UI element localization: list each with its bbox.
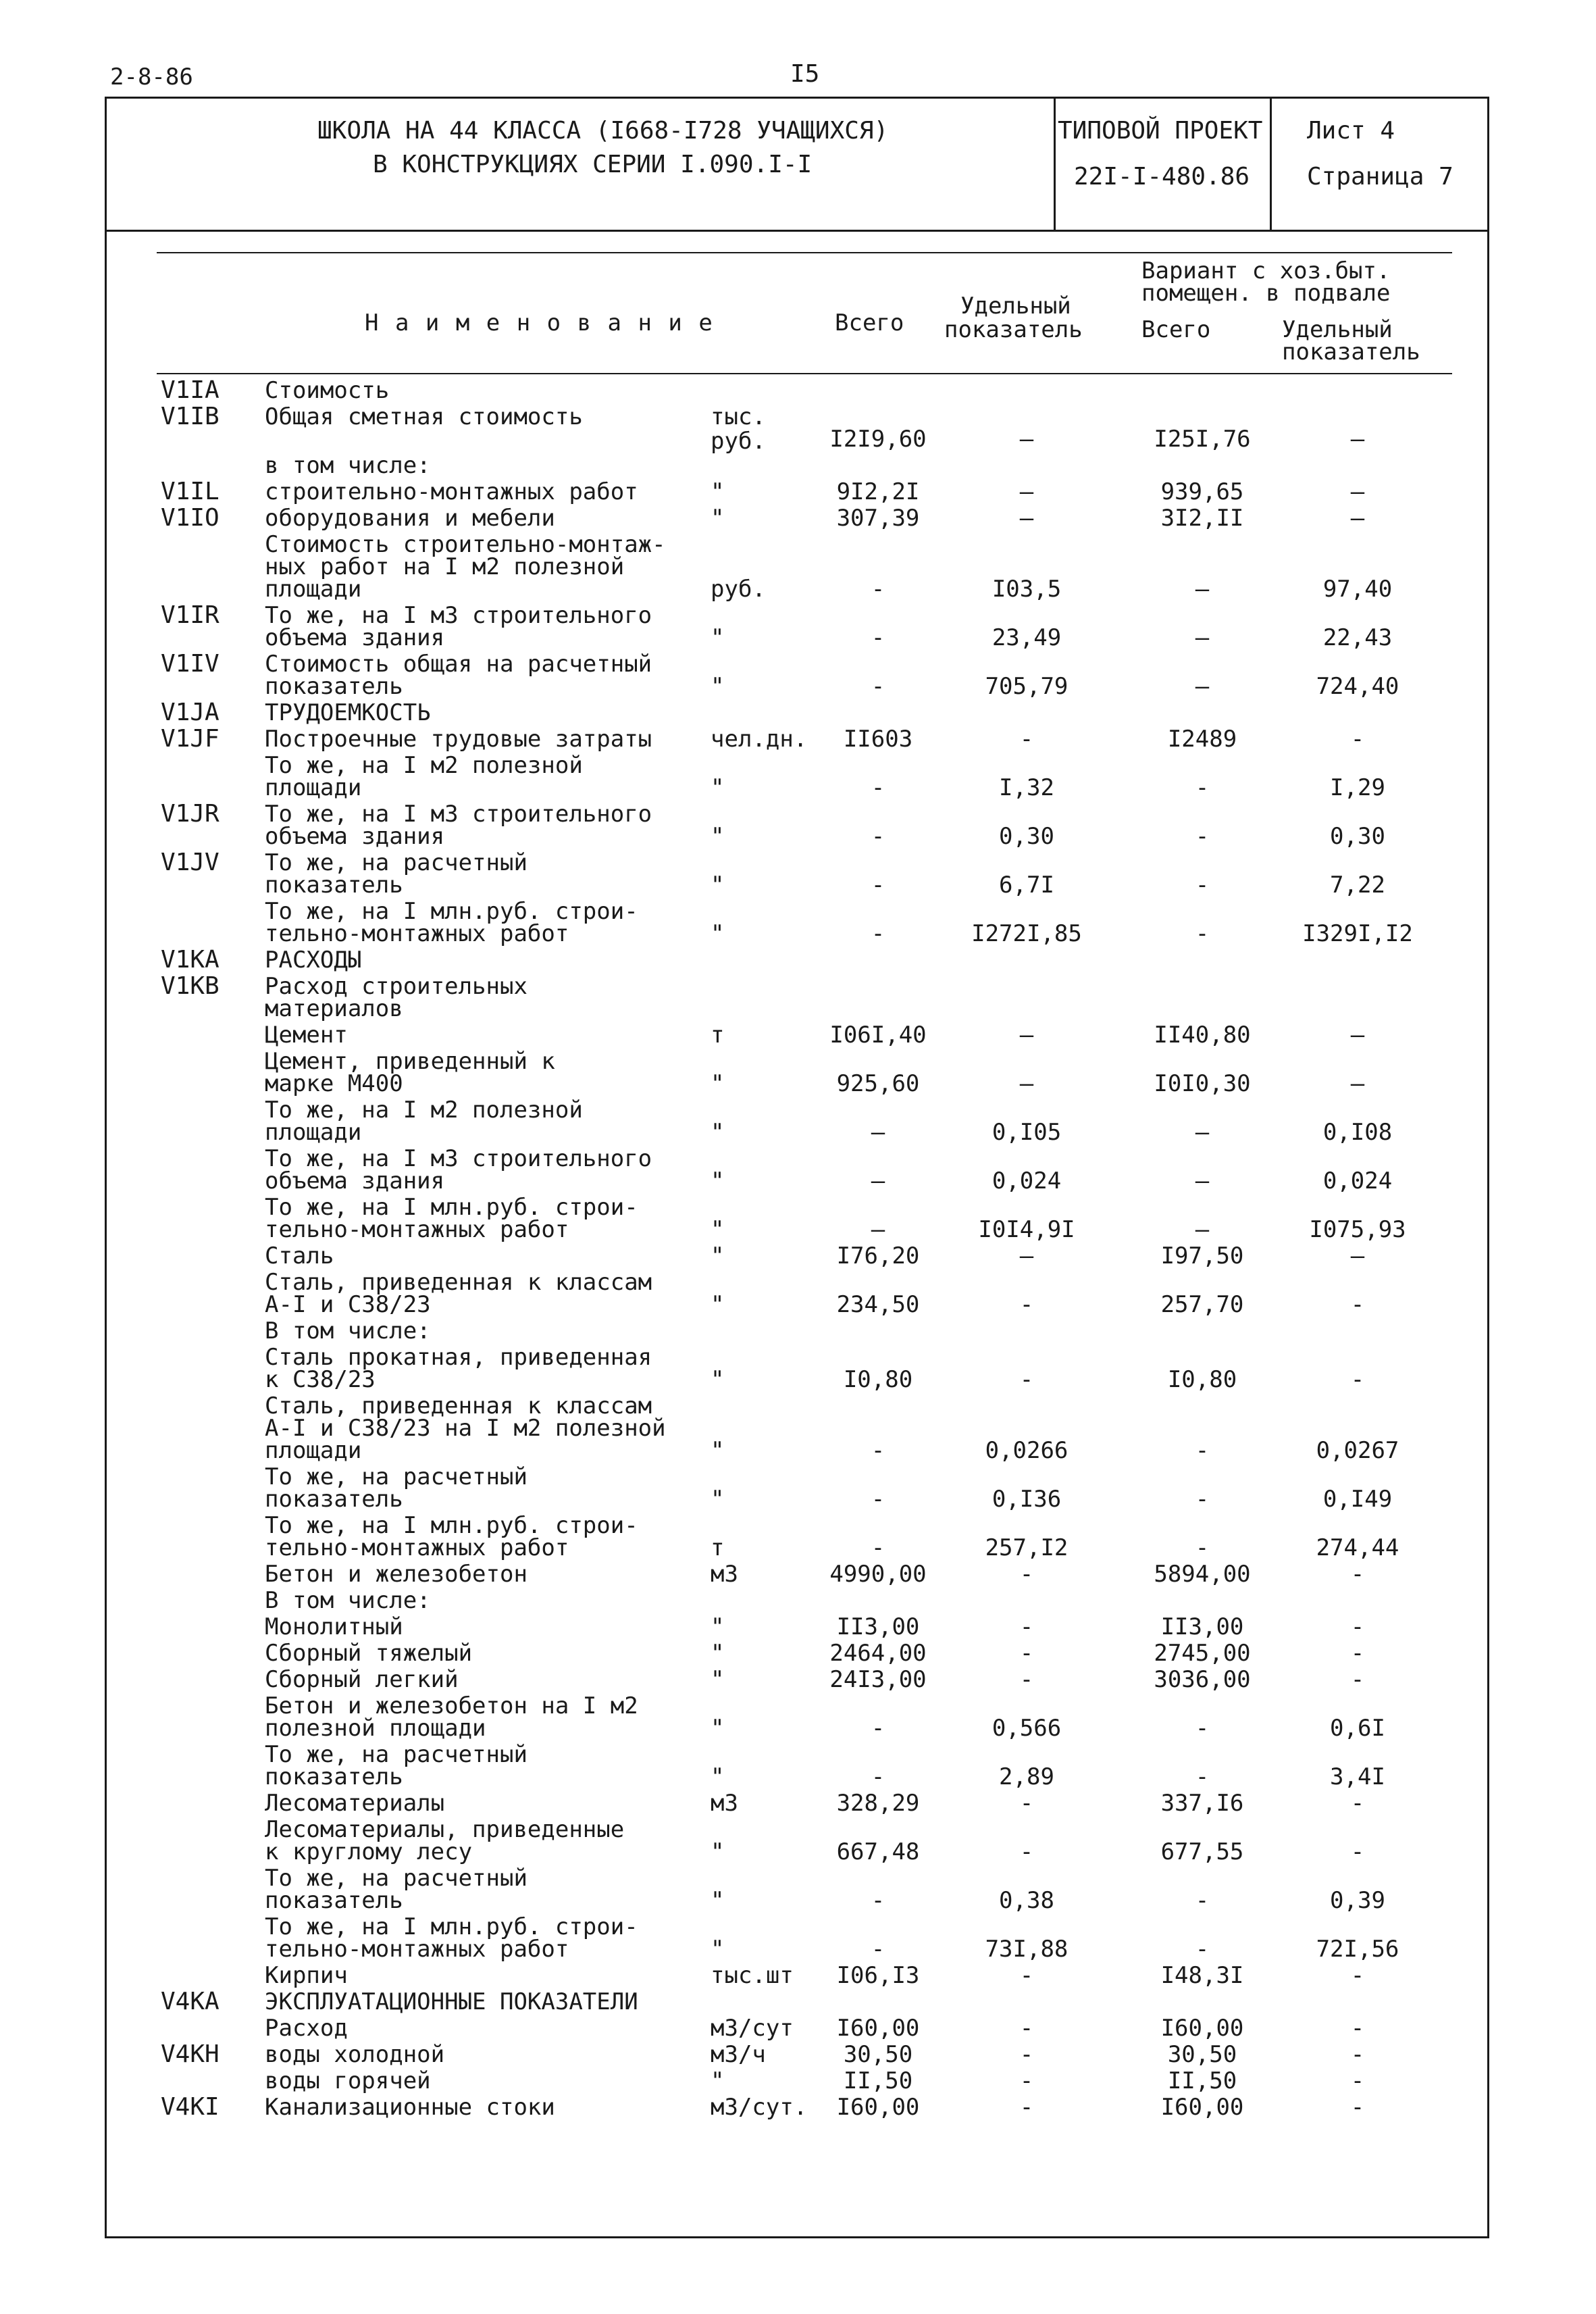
row-variant-total: — <box>1195 576 1210 603</box>
row-variant-total: - <box>1195 872 1210 899</box>
row-name-line: показатель <box>265 872 403 899</box>
row-total: 667,48 <box>836 1838 920 1865</box>
row-name-line: Монолитный <box>265 1613 403 1640</box>
row-specific: 705,79 <box>985 673 1069 700</box>
title-line-2: В КОНСТРУКЦИЯХ СЕРИИ I.090.I-I <box>373 151 813 178</box>
row-name-line: Расход <box>265 2015 348 2042</box>
sheet-number: Лист 4 <box>1307 117 1395 145</box>
row-total: 234,50 <box>836 1291 920 1318</box>
row-variant-specific: I,29 <box>1330 774 1385 801</box>
row-variant-total: - <box>1195 1936 1210 1963</box>
row-variant-specific: 0,I08 <box>1322 1119 1393 1146</box>
row-specific: - <box>1019 1561 1034 1588</box>
row-total: - <box>871 872 885 899</box>
row-name-line: Сборный легкий <box>265 1666 459 1693</box>
row-total: - <box>871 823 885 850</box>
row-name-line: строительно-монтажных работ <box>265 478 638 505</box>
row-variant-total: — <box>1195 624 1210 651</box>
row-variant-total: — <box>1195 1216 1210 1243</box>
row-name-line: То же, на I м2 полезной <box>265 1097 583 1124</box>
row-total: II,50 <box>843 2067 913 2094</box>
row-name-line: То же, на расчетный <box>265 1463 527 1490</box>
row-specific: 0,566 <box>992 1715 1062 1742</box>
table-top-rule <box>157 252 1452 253</box>
row-name-line: Стоимость строительно-монтаж- <box>265 531 666 558</box>
row-name-line: объема здания <box>265 1167 445 1194</box>
row-code: V1KB <box>161 972 220 1000</box>
row-name-line: к круглому лесу <box>265 1838 473 1865</box>
variant-specific-header-1: Удельный <box>1282 316 1393 343</box>
row-code: V1IA <box>161 376 220 404</box>
row-total: I06I,40 <box>829 1022 927 1049</box>
row-total: - <box>871 1887 885 1914</box>
row-total: I06,I3 <box>836 1962 920 1989</box>
row-specific: 2,89 <box>999 1763 1054 1790</box>
row-variant-specific: - <box>1350 1640 1365 1667</box>
row-specific: - <box>1019 1366 1034 1393</box>
row-variant-specific: - <box>1350 2015 1365 2042</box>
row-variant-total: II40,80 <box>1154 1022 1251 1049</box>
row-total: - <box>871 1486 885 1513</box>
row-total: 9I2,2I <box>836 478 920 505</box>
row-name-line: объема здания <box>265 624 445 651</box>
row-variant-specific: — <box>1350 478 1365 505</box>
variant-header-2: помещен. в подвале <box>1141 280 1391 307</box>
row-code: V1IR <box>161 601 220 629</box>
row-name-line: полезной площади <box>265 1715 486 1742</box>
row-unit: " <box>711 1291 725 1318</box>
row-unit: " <box>711 823 725 850</box>
row-variant-specific: - <box>1350 1962 1365 1989</box>
row-name-line: То же, на I млн.руб. строи- <box>265 898 638 925</box>
table-header-rule <box>157 373 1452 374</box>
row-total: 4990,00 <box>829 1561 927 1588</box>
row-name-line: показатель <box>265 1486 403 1513</box>
document-code: 2-8-86 <box>110 64 193 91</box>
row-unit: м3/сут. <box>711 2094 808 2121</box>
row-total: 925,60 <box>836 1070 920 1097</box>
row-total: - <box>871 774 885 801</box>
row-code: V1JR <box>161 800 220 828</box>
row-specific: - <box>1019 2041 1034 2068</box>
row-name-line: Кирпич <box>265 1962 348 1989</box>
row-unit: " <box>711 1070 725 1097</box>
row-variant-specific: - <box>1350 2041 1365 2068</box>
row-code: V1IV <box>161 650 220 678</box>
row-specific: 257,I2 <box>985 1534 1069 1561</box>
row-variant-total: - <box>1195 1715 1210 1742</box>
row-unit: " <box>711 1119 725 1146</box>
row-name-line: То же, на I м3 строительного <box>265 801 652 828</box>
row-code: V4KI <box>161 2093 220 2121</box>
row-name-line: воды холодной <box>265 2041 445 2068</box>
row-unit: " <box>711 673 725 700</box>
title-block-bottom-rule <box>105 230 1489 232</box>
row-total: - <box>871 1715 885 1742</box>
row-variant-total: — <box>1195 1167 1210 1194</box>
row-variant-total: I2489 <box>1167 726 1237 753</box>
row-name-line: То же, на расчетный <box>265 1741 527 1768</box>
row-unit: " <box>711 920 725 947</box>
row-unit: м3/сут <box>711 2015 794 2042</box>
row-specific: 0,I36 <box>992 1486 1062 1513</box>
row-total: II603 <box>843 726 913 753</box>
row-variant-total: 30,50 <box>1167 2041 1237 2068</box>
row-variant-total: I60,00 <box>1160 2094 1244 2121</box>
row-specific: - <box>1019 726 1034 753</box>
row-code: V1KA <box>161 946 220 974</box>
row-total: - <box>871 624 885 651</box>
row-variant-specific: - <box>1350 1790 1365 1817</box>
row-name-line: То же, на I м2 полезной <box>265 752 583 779</box>
row-code: V1JF <box>161 725 220 753</box>
row-specific: — <box>1019 426 1034 453</box>
row-specific: 0,024 <box>992 1167 1062 1194</box>
row-unit: " <box>711 1167 725 1194</box>
row-variant-total: I60,00 <box>1160 2015 1244 2042</box>
row-unit: т <box>711 1022 725 1049</box>
row-code: V1IO <box>161 504 220 532</box>
row-name-line: Цемент, приведенный к <box>265 1048 555 1075</box>
row-variant-total: I97,50 <box>1160 1242 1244 1269</box>
row-variant-specific: I075,93 <box>1309 1216 1406 1243</box>
row-variant-total: — <box>1195 673 1210 700</box>
row-unit: тыс. руб. <box>711 403 766 455</box>
row-name-line: воды горячей <box>265 2067 431 2094</box>
row-name-line: показатель <box>265 673 403 700</box>
variant-specific-header-2: показатель <box>1282 338 1420 366</box>
row-variant-total: 257,70 <box>1160 1291 1244 1318</box>
row-variant-specific: 0,6I <box>1330 1715 1385 1742</box>
row-name-line: То же, на I млн.руб. строи- <box>265 1194 638 1221</box>
row-name-line: тельно-монтажных работ <box>265 1534 569 1561</box>
row-specific: 0,30 <box>999 823 1054 850</box>
row-unit: чел.дн. <box>711 726 808 753</box>
row-name-line: То же, на I м3 строительного <box>265 1145 652 1172</box>
row-variant-specific: - <box>1350 1838 1365 1865</box>
row-name-line: площади <box>265 576 362 603</box>
row-variant-specific: - <box>1350 1291 1365 1318</box>
row-total: 328,29 <box>836 1790 920 1817</box>
row-unit: " <box>711 1486 725 1513</box>
row-name-line: Сборный тяжелый <box>265 1640 473 1667</box>
row-name-line: ных работ на I м2 полезной <box>265 553 625 580</box>
row-total: I2I9,60 <box>829 426 927 453</box>
row-name-line: То же, на расчетный <box>265 1865 527 1892</box>
row-unit: т <box>711 1534 725 1561</box>
row-variant-specific: 0,I49 <box>1322 1486 1393 1513</box>
row-specific: - <box>1019 1666 1034 1693</box>
row-name-line: площади <box>265 774 362 801</box>
row-total: - <box>871 1534 885 1561</box>
row-variant-total: - <box>1195 1534 1210 1561</box>
row-name-line: площади <box>265 1119 362 1146</box>
row-total: 30,50 <box>843 2041 913 2068</box>
row-total: I76,20 <box>836 1242 920 1269</box>
row-variant-total: — <box>1195 1119 1210 1146</box>
row-variant-total: I0,80 <box>1167 1366 1237 1393</box>
row-variant-specific: 7,22 <box>1330 872 1385 899</box>
row-variant-specific: 22,43 <box>1322 624 1393 651</box>
row-name-line: материалов <box>265 995 403 1022</box>
row-variant-specific: — <box>1350 505 1365 532</box>
row-total: - <box>871 576 885 603</box>
row-specific: - <box>1019 2067 1034 2094</box>
row-variant-specific: 724,40 <box>1316 673 1399 700</box>
row-unit: " <box>711 1242 725 1269</box>
row-name-line: А-I и С38/23 на I м2 полезной <box>265 1415 666 1442</box>
row-specific: — <box>1019 1242 1034 1269</box>
row-total: 2464,00 <box>829 1640 927 1667</box>
row-name-line: марке М400 <box>265 1070 403 1097</box>
page-label: Страница 7 <box>1307 163 1453 191</box>
variant-total-header: Всего <box>1141 316 1211 343</box>
row-variant-specific: - <box>1350 1666 1365 1693</box>
row-variant-specific: 0,39 <box>1330 1887 1385 1914</box>
row-variant-specific: — <box>1350 1022 1365 1049</box>
row-variant-specific: 0,0267 <box>1316 1437 1399 1464</box>
row-total: - <box>871 1437 885 1464</box>
row-code: V1JA <box>161 699 220 726</box>
row-specific: 6,7I <box>999 872 1054 899</box>
row-specific: - <box>1019 1838 1034 1865</box>
column-specific-header-2: показатель <box>944 316 1083 343</box>
project-label: ТИПОВОЙ ПРОЕКТ <box>1058 117 1263 145</box>
row-total: I0,80 <box>843 1366 913 1393</box>
row-unit: " <box>711 872 725 899</box>
title-divider-1 <box>1054 97 1056 232</box>
row-variant-total: 2745,00 <box>1154 1640 1251 1667</box>
row-code: V1IL <box>161 478 220 505</box>
row-variant-specific: - <box>1350 1366 1365 1393</box>
row-variant-total: - <box>1195 1763 1210 1790</box>
row-variant-specific: - <box>1350 2094 1365 2121</box>
row-unit: " <box>711 1216 725 1243</box>
row-name-line: ЭКСПЛУАТАЦИОННЫЕ ПОКАЗАТЕЛИ <box>265 1988 638 2015</box>
row-unit: " <box>711 1437 725 1464</box>
row-total: - <box>871 1763 885 1790</box>
row-specific: 0,38 <box>999 1887 1054 1914</box>
row-variant-specific: 0,024 <box>1322 1167 1393 1194</box>
row-name-line: ТРУДОЕМКОСТЬ <box>265 699 431 726</box>
row-variant-specific: - <box>1350 2067 1365 2094</box>
row-variant-specific: 0,30 <box>1330 823 1385 850</box>
row-name-line: Бетон и железобетон на I м2 <box>265 1692 638 1719</box>
row-name-line: Лесоматериалы <box>265 1790 445 1817</box>
row-specific: - <box>1019 2015 1034 2042</box>
row-total: - <box>871 1936 885 1963</box>
row-specific: I272I,85 <box>971 920 1082 947</box>
row-unit: " <box>711 774 725 801</box>
row-name-line: к С38/23 <box>265 1366 376 1393</box>
row-total: — <box>871 1119 885 1146</box>
row-variant-total: I48,3I <box>1160 1962 1244 1989</box>
row-total: — <box>871 1216 885 1243</box>
row-name-line: тельно-монтажных работ <box>265 920 569 947</box>
row-variant-total: 939,65 <box>1160 478 1244 505</box>
row-unit: " <box>711 2067 725 2094</box>
row-total: I60,00 <box>836 2094 920 2121</box>
row-variant-specific: - <box>1350 726 1365 753</box>
row-total: I60,00 <box>836 2015 920 2042</box>
row-specific: I,32 <box>999 774 1054 801</box>
row-variant-specific: — <box>1350 1070 1365 1097</box>
row-variant-total: - <box>1195 1437 1210 1464</box>
title-divider-2 <box>1270 97 1272 232</box>
row-variant-specific: — <box>1350 426 1365 453</box>
row-unit: " <box>711 1640 725 1667</box>
row-total: — <box>871 1167 885 1194</box>
title-line-1: ШКОЛА НА 44 КЛАССА (I668-I728 УЧАЩИХСЯ) <box>317 117 889 145</box>
row-code: V4KH <box>161 2040 220 2068</box>
row-name-line: Стоимость <box>265 377 390 404</box>
page-number: I5 <box>790 60 820 88</box>
row-name-line: Построечные трудовые затраты <box>265 726 652 753</box>
row-unit: м3 <box>711 1790 738 1817</box>
row-variant-total: 3I2,II <box>1160 505 1244 532</box>
row-total: 307,39 <box>836 505 920 532</box>
row-specific: - <box>1019 1291 1034 1318</box>
row-unit: " <box>711 1715 725 1742</box>
row-name-line: Цемент <box>265 1022 348 1049</box>
column-total-header: Всего <box>835 309 904 336</box>
row-total: - <box>871 673 885 700</box>
row-name-line: показатель <box>265 1887 403 1914</box>
row-variant-specific: I329I,I2 <box>1302 920 1413 947</box>
row-unit: м3/ч <box>711 2041 766 2068</box>
row-unit: " <box>711 1763 725 1790</box>
row-specific: — <box>1019 1022 1034 1049</box>
row-name-line: тельно-монтажных работ <box>265 1216 569 1243</box>
row-variant-total: 677,55 <box>1160 1838 1244 1865</box>
row-name-line: Стоимость общая на расчетный <box>265 651 652 678</box>
row-specific: - <box>1019 2094 1034 2121</box>
row-unit: " <box>711 1613 725 1640</box>
row-variant-total: - <box>1195 1486 1210 1513</box>
row-specific: 23,49 <box>992 624 1062 651</box>
row-specific: I0I4,9I <box>978 1216 1075 1243</box>
row-name-line: То же, на I м3 строительного <box>265 602 652 629</box>
row-specific: 73I,88 <box>985 1936 1069 1963</box>
row-code: V1JV <box>161 849 220 876</box>
row-unit: руб. <box>711 576 766 603</box>
row-variant-total: I0I0,30 <box>1154 1070 1251 1097</box>
row-total: II3,00 <box>836 1613 920 1640</box>
row-unit: " <box>711 624 725 651</box>
row-specific: - <box>1019 1640 1034 1667</box>
row-specific: - <box>1019 1790 1034 1817</box>
row-variant-specific: - <box>1350 1613 1365 1640</box>
row-name-line: Лесоматериалы, приведенные <box>265 1816 625 1843</box>
row-variant-specific: 3,4I <box>1330 1763 1385 1790</box>
row-specific: 0,0266 <box>985 1437 1069 1464</box>
column-name-header: Н а и м е н о в а н и е <box>365 309 714 336</box>
row-name-line: То же, на расчетный <box>265 849 527 876</box>
row-name-line: площади <box>265 1437 362 1464</box>
row-unit: " <box>711 505 725 532</box>
row-variant-total: - <box>1195 823 1210 850</box>
project-number: 22I-I-480.86 <box>1074 163 1250 191</box>
row-variant-total: 5894,00 <box>1154 1561 1251 1588</box>
row-specific: - <box>1019 1613 1034 1640</box>
row-unit: " <box>711 478 725 505</box>
row-name-line: Канализационные стоки <box>265 2094 555 2121</box>
row-name-line: А-I и С38/23 <box>265 1291 431 1318</box>
row-code: V1IB <box>161 403 220 430</box>
row-code: V4KA <box>161 1988 220 2015</box>
row-name-line: Сталь прокатная, приведенная <box>265 1344 652 1371</box>
row-variant-total: - <box>1195 920 1210 947</box>
row-name-line: В том числе: <box>265 1587 431 1614</box>
row-variant-specific: 72I,56 <box>1316 1936 1399 1963</box>
row-unit: тыс.шт <box>711 1962 794 1989</box>
row-name-line: Бетон и железобетон <box>265 1561 527 1588</box>
row-specific: — <box>1019 478 1034 505</box>
row-name-line: В том числе: <box>265 1317 431 1344</box>
row-name-line: объема здания <box>265 823 445 850</box>
row-name-line: оборудования и мебели <box>265 505 555 532</box>
row-unit: " <box>711 1887 725 1914</box>
row-variant-specific: 97,40 <box>1322 576 1393 603</box>
row-specific: 0,I05 <box>992 1119 1062 1146</box>
row-variant-total: II3,00 <box>1160 1613 1244 1640</box>
row-variant-specific: - <box>1350 1561 1365 1588</box>
row-variant-total: I25I,76 <box>1154 426 1251 453</box>
row-unit: " <box>711 1366 725 1393</box>
row-variant-total: 3036,00 <box>1154 1666 1251 1693</box>
row-name-line: То же, на I млн.руб. строи- <box>265 1913 638 1940</box>
row-variant-total: - <box>1195 774 1210 801</box>
row-variant-total: II,50 <box>1167 2067 1237 2094</box>
row-specific: I03,5 <box>992 576 1062 603</box>
row-specific: — <box>1019 505 1034 532</box>
row-name-line: в том числе: <box>265 452 431 479</box>
row-variant-total: - <box>1195 1887 1210 1914</box>
row-variant-specific: — <box>1350 1242 1365 1269</box>
row-name-line: Расход строительных <box>265 973 527 1000</box>
row-name-line: тельно-монтажных работ <box>265 1936 569 1963</box>
row-unit: м3 <box>711 1561 738 1588</box>
row-specific: — <box>1019 1070 1034 1097</box>
variant-header-1: Вариант с хоз.быт. <box>1141 257 1391 284</box>
row-name-line: РАСХОДЫ <box>265 947 362 974</box>
row-specific: - <box>1019 1962 1034 1989</box>
column-specific-header-1: Удельный <box>960 293 1071 320</box>
row-total: - <box>871 920 885 947</box>
row-name-line: Сталь, приведенная к классам <box>265 1392 652 1419</box>
row-unit: " <box>711 1838 725 1865</box>
row-variant-specific: 274,44 <box>1316 1534 1399 1561</box>
row-unit: " <box>711 1666 725 1693</box>
row-name-line: Сталь <box>265 1242 334 1269</box>
row-unit: " <box>711 1936 725 1963</box>
row-variant-total: 337,I6 <box>1160 1790 1244 1817</box>
row-name-line: Сталь, приведенная к классам <box>265 1269 652 1296</box>
row-total: 24I3,00 <box>829 1666 927 1693</box>
row-name-line: показатель <box>265 1763 403 1790</box>
row-name-line: Общая сметная стоимость <box>265 403 583 430</box>
row-name-line: То же, на I млн.руб. строи- <box>265 1512 638 1539</box>
